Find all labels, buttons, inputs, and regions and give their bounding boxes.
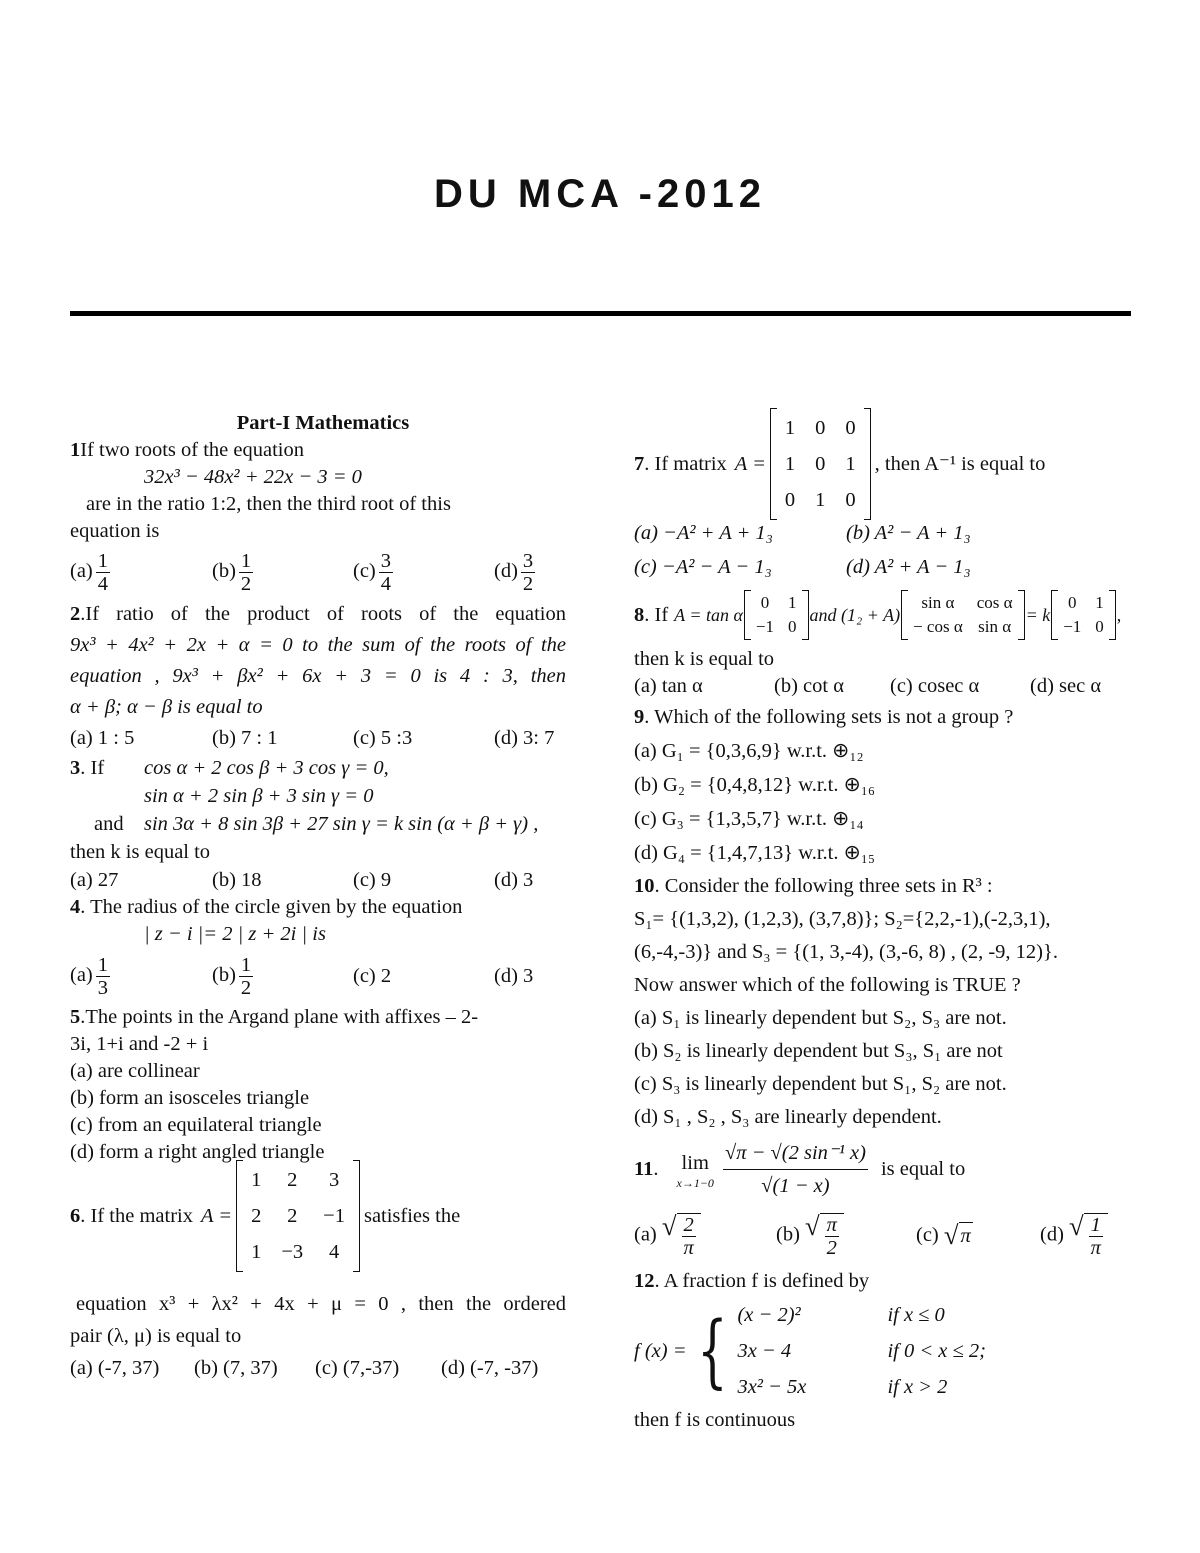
equation: = k bbox=[1025, 604, 1051, 625]
option-c: (c) 9 bbox=[353, 869, 392, 891]
question-number: 1 bbox=[70, 439, 81, 461]
option-a: (a) tan α bbox=[634, 675, 703, 697]
question-text: then k is equal to bbox=[70, 841, 211, 863]
question-number: 11 bbox=[634, 1157, 654, 1180]
option-a: (a) S₁ is linearly dependent but S₂, S₃ are not. bbox=[634, 1007, 1007, 1029]
matrix: 1 0 0 1 0 1 0 1 0 bbox=[770, 408, 871, 520]
option-c: (c) S₃ is linearly dependent but S₁, S₂ are not. bbox=[634, 1073, 1007, 1095]
equation: equation , 9x³ + βx² + 6x + 3 = 0 is 4 : 3, then bbox=[70, 665, 566, 687]
question-text: . If the matrix bbox=[80, 1204, 193, 1227]
option-d: (d) sec α bbox=[1030, 675, 1102, 697]
matrix: sin α cos α − cos α sin α bbox=[901, 590, 1024, 640]
option-c: (c) √ π bbox=[916, 1220, 971, 1251]
question-number: 12 bbox=[634, 1270, 655, 1292]
question-7 bbox=[634, 412, 1134, 584]
question-text: The points in the Argand plane with affixes – 2- bbox=[85, 1006, 479, 1028]
question-number: 4 bbox=[70, 896, 81, 918]
option-b: (b) S₂ is linearly dependent but S₃, S₁ are not bbox=[634, 1040, 1003, 1062]
question-text: . Consider the following three sets in R³ : bbox=[654, 875, 993, 897]
option-c: (c) G₃ = {1,3,5,7} w.r.t. ⊕₁₄ bbox=[634, 808, 864, 830]
option-d: (d) A² + A − 1₃ bbox=[846, 556, 971, 578]
option-d: (d) $\frac{3}{2}$ bbox=[494, 549, 534, 595]
brace-icon: { bbox=[696, 1304, 728, 1397]
option-c: (c) from an equilateral triangle bbox=[70, 1114, 322, 1136]
option-c: (c) $\frac{3}{4}$ bbox=[353, 549, 392, 595]
question-number: 2 bbox=[70, 603, 81, 625]
equation: 32x³ − 48x² + 22x − 3 = 0 bbox=[144, 466, 362, 488]
options bbox=[70, 866, 566, 894]
options bbox=[634, 1204, 1134, 1268]
question-text: then f is continuous bbox=[634, 1409, 796, 1431]
question-number: 9 bbox=[634, 706, 645, 728]
question-number: 8 bbox=[634, 603, 645, 626]
question-number: 10 bbox=[634, 875, 655, 897]
question-text: Now answer which of the following is TRUE ? bbox=[634, 974, 1021, 996]
question-9 bbox=[634, 700, 1134, 870]
question-10 bbox=[634, 870, 1134, 1134]
option-b: (b) form an isosceles triangle bbox=[70, 1087, 310, 1109]
equation: sin α + 2 sin β + 3 sin γ = 0 bbox=[144, 785, 374, 807]
question-4 bbox=[70, 894, 566, 1004]
question-text: , then A⁻¹ is equal to bbox=[874, 452, 1046, 475]
options bbox=[70, 1352, 566, 1384]
option-d: (d) form a right angled triangle bbox=[70, 1141, 325, 1163]
question-text: is equal to bbox=[880, 1157, 966, 1180]
question-text: equation x³ + λx² + 4x + μ = 0 , then the ordered bbox=[76, 1293, 566, 1315]
option-b: (b) G₂ = {0,4,8,12} w.r.t. ⊕₁₆ bbox=[634, 774, 876, 796]
question-number: 6 bbox=[70, 1204, 81, 1227]
option-c: (c) cosec α bbox=[890, 675, 980, 697]
option-b: (b) 7 : 1 bbox=[212, 727, 278, 749]
question-text: 3i, 1+i and -2 + i bbox=[70, 1033, 209, 1055]
limit-fraction: $\frac{\text{√π − √(2 sin⁻¹ x)}}{√(1 - x)}$ bbox=[723, 1137, 868, 1202]
limit: lim x→1−0 bbox=[676, 1151, 714, 1190]
option-a: (a) 27 bbox=[70, 869, 119, 891]
question-number: 7 bbox=[634, 452, 645, 475]
option-d: (d) 3 bbox=[494, 964, 534, 987]
options bbox=[70, 948, 566, 1004]
equation: α + β; α − β is equal to bbox=[70, 696, 263, 718]
question-text: If ratio of the product of roots of the equation bbox=[85, 603, 566, 625]
option-a: (a) are collinear bbox=[70, 1060, 200, 1082]
option-c: (c) −A² − A − 1₃ bbox=[634, 556, 772, 578]
question-text: . If bbox=[644, 603, 669, 626]
matrix: 0 1 −1 0 bbox=[1051, 590, 1116, 640]
option-a: (a) 1 : 5 bbox=[70, 727, 135, 749]
option-b: (b) √ $\frac{\pi}{2}$ bbox=[776, 1213, 916, 1259]
options bbox=[70, 545, 566, 599]
options bbox=[70, 723, 566, 754]
left-column bbox=[70, 410, 566, 1384]
question-number: 5 bbox=[70, 1006, 81, 1028]
option-d: (d) (-7, -37) bbox=[441, 1357, 539, 1379]
option-d: (d) S₁ , S₂ , S₃ are linearly dependent. bbox=[634, 1106, 942, 1128]
option-d: (d) 3 bbox=[494, 869, 534, 891]
question-text: . If bbox=[80, 757, 105, 779]
question-text: are in the ratio 1:2, then the third root of this bbox=[86, 493, 451, 515]
question-text: and bbox=[94, 813, 124, 835]
question-number: 3 bbox=[70, 757, 81, 779]
question-text: . The radius of the circle given by the equation bbox=[80, 896, 463, 918]
option-c: (c) 2 bbox=[353, 964, 392, 987]
question-text: (6,-4,-3)} and S₃ = {(1, 3,-4), (3,-6, 8) , (2, -9, 12)}. bbox=[634, 941, 1058, 963]
title-rule bbox=[70, 311, 1131, 316]
option-a: (a) (-7, 37) bbox=[70, 1357, 160, 1379]
equation: cos α + 2 cos β + 3 cos γ = 0, bbox=[144, 757, 389, 779]
question-5: 5.The points in the Argand plane with affixes – 2- 3i, 1+i and -2 + i (a) are collinear (b) form an isosceles triangle (c) from an equilateral triangle (d) form a right angled triangle bbox=[70, 1004, 566, 1166]
punctuation: , bbox=[1116, 604, 1122, 625]
option-c: (c) 5 :3 bbox=[353, 727, 413, 749]
question-11: 11 . lim x→1−0 $\frac{\text{√π − √(2 sin⁻¹ x)}}{√(1 - x)}$ is equal to (a) √ $\frac{2}{\pi}$ (b) √ $\frac{\pi}{2}$ (c) √ π (d) √ $\frac{1}{\pi}$ bbox=[634, 1134, 1134, 1268]
question-text: . If matrix bbox=[644, 452, 727, 475]
matrix: 0 1 −1 0 bbox=[744, 590, 809, 640]
equation: A = tan α bbox=[674, 604, 743, 625]
option-a: (a) $\frac{1}{4}$ bbox=[70, 549, 109, 595]
question-8 bbox=[634, 584, 1134, 700]
piecewise-function: f (x) = { (x − 2)² if x ≤ 0 3x − 4 if 0 < x ≤ 2; 3x² − 5x if x > 2 bbox=[634, 1304, 986, 1398]
option-a: (a) G₁ = {0,3,6,9} w.r.t. ⊕₁₂ bbox=[634, 740, 864, 762]
option-a: (a) −A² + A + 1₃ bbox=[634, 522, 773, 544]
option-b: (b) A² − A + 1₃ bbox=[846, 522, 971, 544]
question-12 bbox=[634, 1268, 1134, 1434]
option-b: (b) cot α bbox=[774, 675, 844, 697]
options-row-2 bbox=[634, 550, 1134, 584]
question-6 bbox=[70, 1166, 566, 1384]
option-d: (d) √ $\frac{1}{\pi}$ bbox=[1040, 1213, 1108, 1259]
options bbox=[634, 673, 1134, 700]
question-2: 2.If ratio of the product of roots of the equation 9x³ + 4x² + 2x + α = 0 to the sum of the roots of the equation , 9x³ + βx² + 6x + 3 = 0 is 4 : 3, then α + β; α − β is equal to (a) 1 : 5 (b) 7 : 1 (c) 5 :3 (d) 3: 7 bbox=[70, 599, 566, 754]
question-text: . A fraction f is defined by bbox=[654, 1270, 870, 1292]
equation: sin 3α + 8 sin 3β + 27 sin γ = k sin (α + β + γ) , bbox=[144, 813, 539, 835]
option-b: (b) $\frac{1}{2}$ bbox=[212, 549, 252, 595]
question-text: equation is bbox=[70, 520, 160, 542]
page-title: DU MCA -2012 bbox=[434, 172, 766, 216]
question-text: S₁= {(1,3,2), (1,2,3), (3,7,8)}; S₂={2,2,-1),(-2,3,1), bbox=[634, 908, 1051, 930]
function-name: f (x) = bbox=[634, 1339, 687, 1362]
question-text: pair (λ, μ) is equal to bbox=[70, 1325, 242, 1347]
equation: | z − i |= 2 | z + 2i | is bbox=[144, 923, 326, 945]
matrix-label: A = bbox=[200, 1204, 233, 1227]
question-text: then k is equal to bbox=[634, 648, 775, 670]
question-text: If two roots of the equation bbox=[80, 439, 304, 461]
section-heading: Part-I Mathematics bbox=[236, 412, 410, 434]
options-row-1 bbox=[634, 516, 1134, 550]
question-text: satisfies the bbox=[363, 1204, 461, 1227]
equation: 9x³ + 4x² + 2x + α = 0 to the sum of the roots of the bbox=[70, 634, 566, 656]
option-b: (b) 18 bbox=[212, 869, 262, 891]
option-b: (b) $\frac{1}{2}$ bbox=[212, 953, 252, 999]
question-1 bbox=[70, 437, 566, 599]
option-d: (d) G₄ = {1,4,7,13} w.r.t. ⊕₁₅ bbox=[634, 842, 876, 864]
equation: and (1₂ + A) bbox=[809, 604, 901, 625]
matrix: 1 2 3 2 2 −1 1 −3 4 bbox=[236, 1160, 360, 1272]
right-column bbox=[634, 412, 1134, 1434]
matrix-label: A = bbox=[734, 452, 766, 475]
question-text: . Which of the following sets is not a group ? bbox=[644, 706, 1014, 728]
option-c: (c) (7,-37) bbox=[315, 1357, 400, 1379]
option-b: (b) (7, 37) bbox=[194, 1357, 278, 1379]
option-a: (a) √ $\frac{2}{\pi}$ bbox=[634, 1213, 776, 1259]
question-3 bbox=[70, 754, 566, 894]
option-a: (a) $\frac{1}{3}$ bbox=[70, 953, 109, 999]
option-d: (d) 3: 7 bbox=[494, 727, 555, 749]
